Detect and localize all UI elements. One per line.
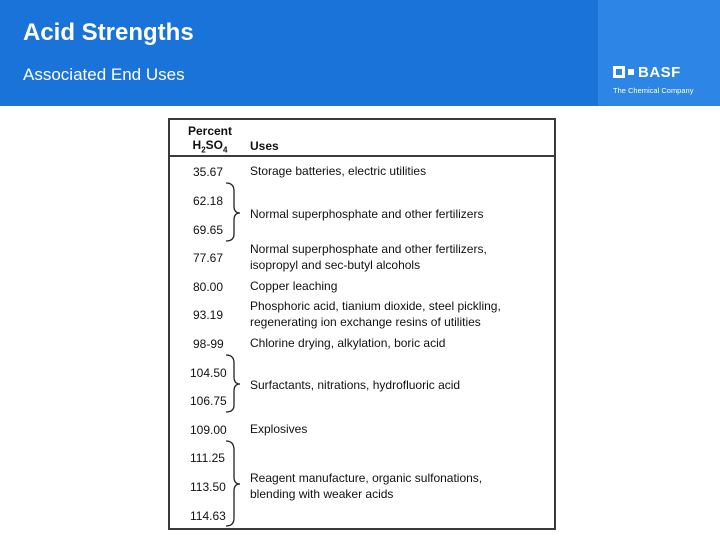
percent-cell: 62.18 xyxy=(193,194,224,208)
use-cell: Storage batteries, electric utilities xyxy=(250,164,427,178)
logo-name: BASF xyxy=(638,64,681,81)
brace-icon xyxy=(226,355,240,412)
use-cell: Reagent manufacture, organic sulfonations, xyxy=(250,471,483,485)
page-title: Acid Strengths xyxy=(23,19,194,46)
use-cell: blending with weaker acids xyxy=(250,487,394,501)
logo-tagline: The Chemical Company xyxy=(613,86,694,95)
use-cell: Copper leaching xyxy=(250,279,338,293)
formula-label: $H_2SO_4$ xyxy=(192,138,228,155)
percent-cell: 113.50 xyxy=(190,480,226,494)
percent-cell: 35.67 xyxy=(193,165,224,179)
percent-label: Percent xyxy=(187,124,233,138)
use-cell: Surfactants, nitrations, hydrofluoric acid xyxy=(250,378,461,392)
percent-cell: 109.00 xyxy=(190,423,227,437)
percent-cell: 114.63 xyxy=(190,509,226,523)
use-cell: Normal superphosphate and other fertilizers, xyxy=(250,242,487,256)
percent-cell: 111.25 xyxy=(190,451,225,465)
use-cell: Normal superphosphate and other fertilizers xyxy=(250,207,484,221)
acid-uses-table xyxy=(168,118,556,530)
use-cell: Chlorine drying, alkylation, boric acid xyxy=(250,336,446,350)
percent-cell: 69.65 xyxy=(193,223,224,237)
percent-cell: 80.00 xyxy=(193,280,224,294)
percent-cell: 106.75 xyxy=(190,394,227,408)
brace-icon xyxy=(226,441,240,526)
percent-cell: 104.50 xyxy=(190,366,227,380)
percent-cell: 98-99 xyxy=(193,337,224,351)
use-cell: isopropyl and sec-butyl alcohols xyxy=(250,258,421,272)
header-banner xyxy=(0,0,720,106)
brace-icon xyxy=(226,183,240,241)
percent-cell: 77.67 xyxy=(193,251,224,265)
column-header-uses: Uses xyxy=(250,139,279,153)
use-cell: Phosphoric acid, tianium dioxide, steel pickling, xyxy=(250,299,501,313)
use-cell: Explosives xyxy=(250,422,308,436)
percent-cell: 93.19 xyxy=(193,308,224,322)
use-cell: regenerating ion exchange resins of utilities xyxy=(250,315,481,329)
page-subtitle: Associated End Uses xyxy=(23,65,185,84)
basf-logo xyxy=(613,64,713,96)
